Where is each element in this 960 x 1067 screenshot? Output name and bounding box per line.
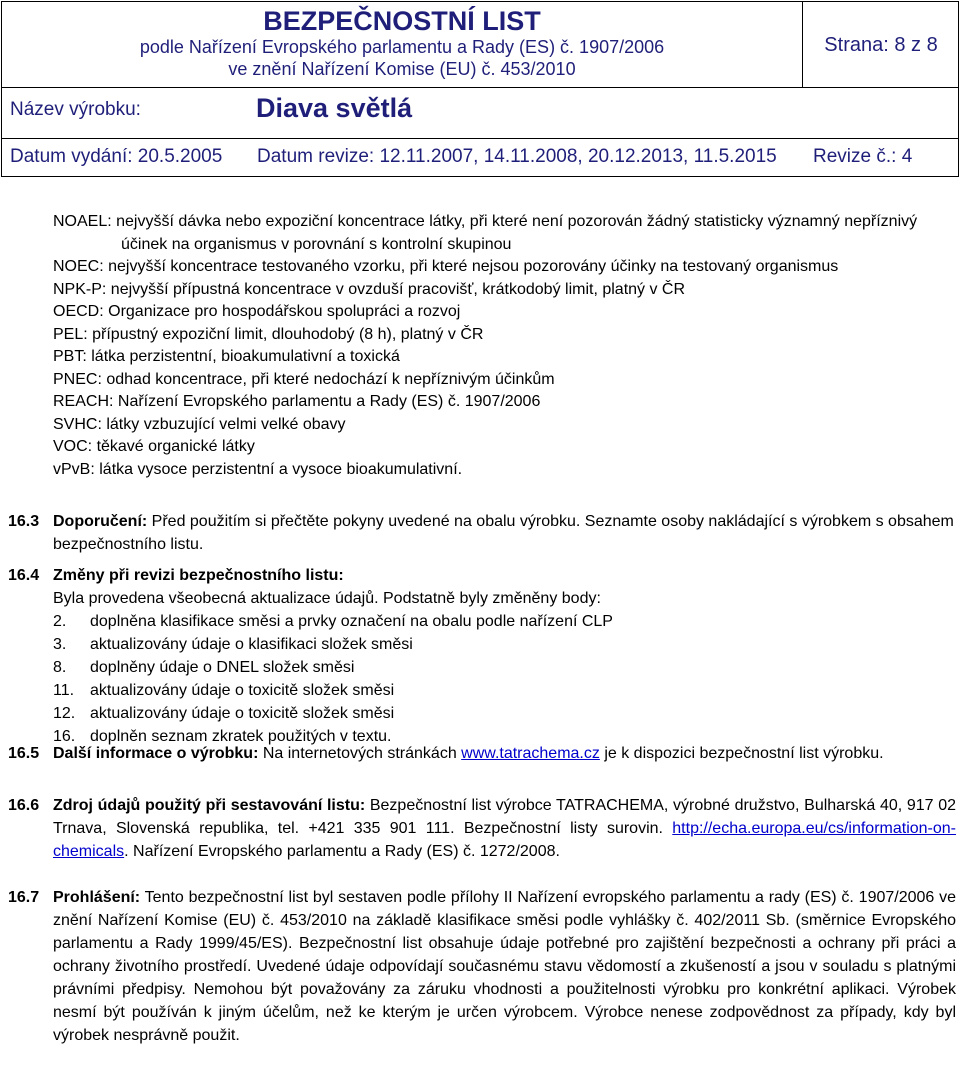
abbreviation-svhc: SVHC: látky vzbuzující velmi velké obavy [53, 415, 346, 433]
revision-intro: Byla provedena všeobecná aktualizace údajů. Podstatně byly změněny body: [53, 590, 601, 607]
section-body [53, 742, 956, 765]
abbreviations-list [53, 211, 948, 481]
section-heading: Další informace o výrobku: [53, 745, 259, 762]
abbreviation-reach: REACH: Nařízení Evropského parlamentu a Rady (ES) č. 1907/2006 [53, 393, 541, 410]
abbreviation-noec: NOEC: nejvyšší koncentrace testovaného vzorku, při které nejsou pozorovány účinky na testovaný organismus [53, 258, 839, 275]
section-16-5 [8, 742, 956, 765]
revision-dates: Datum revize: 12.11.2007, 14.11.2008, 20.12.2013, 11.5.2015 [257, 146, 777, 167]
revision-number: Revize č.: 4 [813, 146, 913, 167]
issue-date: Datum vydání: 20.5.2005 [10, 146, 223, 167]
section-heading [53, 564, 956, 587]
amendment-subtitle: ve znění Nařízení Komise (EU) č. 453/2010 [228, 59, 576, 79]
section-number: 16.6 [8, 797, 40, 814]
section-text-end: je k dispozici bezpečnostní list výrobku. [599, 745, 884, 762]
section-heading: Zdroj údajů použitý při sestavování listu: [53, 797, 366, 814]
list-item-text: aktualizovány údaje o klasifikaci složek směsi [90, 636, 413, 653]
changed-items-list [53, 610, 956, 748]
list-item [53, 610, 956, 633]
list-item-text: aktualizovány údaje o toxicitě složek směsi [90, 682, 395, 699]
list-item-number: 11. [53, 682, 75, 699]
section-number: 16.4 [8, 567, 40, 584]
document-title: BEZPEČNOSTNÍ LIST [263, 6, 541, 36]
tatrachema-link[interactable]: www.tatrachema.cz [461, 745, 600, 762]
document-header [1, 1, 959, 177]
list-item [53, 633, 956, 656]
abbreviation-noael: NOAEL: nejvyšší dávka nebo expoziční koncentrace látky, při které není pozorován žádný statisticky významný nepříznivý účinek na organismus v porovnání s kontrolní skupinou [53, 213, 918, 253]
section-text: Tento bezpečnostní list byl sestaven podle přílohy II Nařízení evropského parlamentu a rady (ES) č. 1907/2006 ve znění Nařízení Komise (EU) č. 453/2010 na základě klasifikace směsi podle vyhlášky č. 402/2011 Sb. (směrnice Evropského parlamentu a Rady 1999/45/ES). Bezpečnostní list obsahuje údaje potřebné pro zajištění bezpečnosti a ochrany při práci a ochrany životního prostředí. Uvedené údaje odpovídají současnému stavu vědomostí a zkušeností a jsou v souladu s platnými právními předpisy. Nemohou být považovány za záruku vhodnosti a použitelnosti výrobku pro konkrétní aplikaci. Výrobek nesmí být používán k jiným účelům, než ke kterým je určen výrobcem. Výrobce nenese zodpovědnost za případy, kdy byl výrobek nesprávně použit. [53, 889, 956, 1044]
list-item-number: 16. [53, 728, 76, 745]
list-item [53, 679, 956, 702]
section-text: Bezpečnostní list výrobce TATRACHEMA, výrobné družstvo, Bulharská 40, 917 02 Trnava, Slovenská republika, tel. +421 335 901 111. Bezpečnostní listy surovin. [53, 797, 956, 837]
section-text: Před použitím si přečtěte pokyny uvedené na obalu výrobku. Seznamte osoby nakládající s výrobkem s obsahem bezpečnostního listu. [53, 513, 954, 553]
section-number: 16.7 [8, 889, 40, 906]
product-name-row [2, 87, 958, 138]
abbreviation-pel: PEL: přípustný expoziční limit, dlouhodobý (8 h), platný v ČR [53, 325, 484, 343]
page-number: Strana: 8 z 8 [824, 34, 938, 56]
section-body [53, 886, 956, 1047]
section-text: Na internetových stránkách [258, 745, 462, 762]
list-item-text: doplněna klasifikace směsi a prvky označení na obalu podle nařízení CLP [90, 613, 613, 630]
section-heading: Prohlášení: [53, 889, 141, 906]
list-item-number: 8. [53, 659, 67, 676]
list-item-number: 2. [53, 613, 67, 630]
list-item-text: doplněn seznam zkratek použitých v textu. [90, 728, 392, 745]
list-item [53, 702, 956, 725]
section-number: 16.3 [8, 513, 40, 530]
echa-link[interactable]: http://echa.europa.eu/cs/information-on-chemicals [53, 820, 956, 860]
list-item-number: 12. [53, 705, 76, 722]
list-item-text: aktualizovány údaje o toxicitě složek směsi [90, 705, 395, 722]
section-16-4 [8, 564, 956, 748]
section-heading: Doporučení: [53, 513, 148, 530]
product-name: Diava světlá [256, 93, 413, 123]
section-16-7 [8, 886, 956, 1047]
abbreviation-pnec: PNEC: odhad koncentrace, při které nedochází k nepříznivým účinkům [53, 370, 555, 388]
list-item-text: doplněny údaje o DNEL složek směsi [90, 659, 355, 676]
section-text-end: . Nařízení Evropského parlamentu a Rady (ES) č. 1272/2008. [124, 843, 560, 860]
section-body [53, 510, 956, 556]
section-heading-text: Změny při revizi bezpečnostního listu: [53, 567, 344, 584]
abbreviation-npk-p: NPK-P: nejvyšší přípustná koncentrace v ovzduší pracovišť, krátkodobý limit, platný v ČR [53, 280, 686, 298]
section-16-3 [8, 510, 956, 556]
section-number: 16.5 [8, 745, 40, 762]
dates-row [2, 138, 958, 177]
section-16-6 [8, 794, 956, 863]
section-body [53, 794, 956, 863]
abbreviation-voc: VOC: těkavé organické látky [53, 438, 255, 455]
product-name-label: Název výrobku: [10, 99, 141, 120]
abbreviation-oecd: OECD: Organizace pro hospodářskou spolupráci a rozvoj [53, 303, 461, 320]
abbreviation-pbt: PBT: látka perzistentní, bioakumulativní a toxická [53, 348, 400, 365]
list-item [53, 656, 956, 679]
list-item-number: 3. [53, 636, 67, 653]
header-title-block [2, 2, 802, 80]
abbreviation-vpvb: vPvB: látka vysoce perzistentní a vysoce bioakumulativní. [53, 460, 463, 478]
regulation-subtitle: podle Nařízení Evropského parlamentu a Rady (ES) č. 1907/2006 [139, 37, 665, 57]
page-number-box [802, 2, 959, 87]
